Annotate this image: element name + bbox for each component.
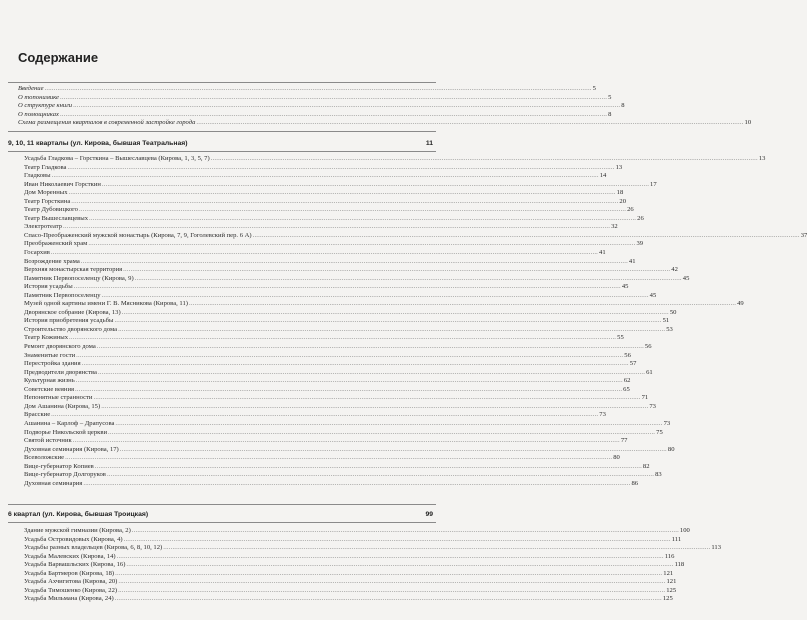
toc-entry-page: 20: [619, 197, 627, 205]
toc-entry-title: Ремонт дворянского дома: [24, 343, 96, 351]
toc-entry[interactable]: [24, 527, 690, 536]
toc-entry[interactable]: [24, 308, 677, 318]
toc-entry[interactable]: [24, 561, 685, 570]
dot-leader: [253, 232, 800, 241]
toc-entry[interactable]: [24, 334, 624, 343]
toc-entry-title: Вице-губернатор Копиев: [24, 462, 94, 470]
toc-entry-title: Театр Вышеславцевых: [24, 214, 88, 222]
toc-entry-title: Усадьба Мильмана (Кирова, 24): [24, 595, 114, 603]
toc-entry[interactable]: [24, 317, 670, 326]
toc-entry-page: 50: [669, 308, 677, 316]
toc-entry-page: 26: [637, 214, 644, 222]
toc-entry-title: О структуре книги: [18, 102, 73, 110]
dot-leader: [122, 309, 669, 318]
toc-entry[interactable]: [18, 102, 625, 111]
toc-entry-page: 82: [642, 462, 650, 470]
toc-entry-page: 61: [646, 368, 653, 376]
toc-entry-page: 53: [666, 325, 673, 333]
dot-leader: [98, 369, 645, 378]
toc-entry[interactable]: [24, 569, 674, 579]
section-page: 11: [425, 140, 433, 147]
toc-entry[interactable]: [24, 445, 675, 455]
dot-leader: [93, 394, 640, 403]
dot-leader: [69, 334, 616, 343]
toc-entry-page: 121: [663, 569, 674, 577]
toc-entry-title: Электротеатр: [24, 223, 62, 231]
intro-list: [18, 85, 752, 128]
toc-entry-title: Советские веяния: [24, 385, 75, 393]
dot-leader: [89, 215, 636, 224]
dot-leader: [115, 570, 662, 579]
toc-entry[interactable]: [24, 325, 673, 335]
toc-entry-title: Театр Кожиных: [24, 334, 68, 342]
dot-leader: [60, 111, 607, 120]
dot-leader: [102, 181, 649, 190]
toc-entry-title: Верхняя монастырская территория: [24, 266, 123, 274]
dot-leader: [79, 206, 626, 215]
toc-entry[interactable]: [24, 419, 671, 429]
toc-entry-page: 41: [628, 257, 636, 265]
toc-entry[interactable]: [18, 85, 596, 94]
toc-entry[interactable]: [24, 197, 627, 207]
dot-leader: [101, 403, 648, 412]
dot-leader: [69, 189, 616, 198]
dot-leader: [189, 300, 736, 309]
toc-entry[interactable]: [24, 595, 673, 604]
toc-entry[interactable]: [24, 300, 744, 309]
toc-entry-title: Гладковы: [24, 172, 51, 180]
toc-entry-title: Знаменитые гости: [24, 351, 76, 359]
toc-entry-page: 73: [663, 419, 671, 427]
dot-leader: [81, 258, 628, 267]
toc-entry[interactable]: [24, 471, 662, 480]
toc-entry-title: Усадьба Варвашльских (Кирова, 16): [24, 561, 126, 569]
toc-entry[interactable]: [24, 360, 637, 369]
dot-leader: [65, 454, 612, 463]
toc-entry[interactable]: [24, 180, 657, 190]
toc-entry[interactable]: [24, 479, 639, 489]
toc-entry-title: Перестройка здания: [24, 360, 81, 368]
toc-entry-page: 51: [662, 317, 670, 325]
toc-entry-page: 111: [671, 535, 682, 543]
toc-entry-title: Духовная семинария (Кирова, 17): [24, 445, 119, 453]
dot-leader: [107, 471, 654, 480]
toc-entry-title: Преображенский храм: [24, 240, 88, 248]
toc-entry-title: Иван Николаевич Горсткин: [24, 180, 101, 188]
toc-entry-page: 118: [674, 561, 685, 569]
section-page: 99: [425, 511, 433, 518]
toc-entry[interactable]: [24, 163, 623, 173]
dot-leader: [45, 85, 592, 94]
dot-leader: [88, 240, 635, 249]
toc-entry-page: 71: [641, 394, 649, 402]
section-heading-1[interactable]: [8, 140, 433, 147]
section-title: 6 квартал (ул. Кирова, бывшая Троицкая): [8, 511, 149, 518]
dot-leader: [95, 463, 642, 472]
toc-entry[interactable]: [24, 291, 657, 301]
toc-entry[interactable]: [24, 283, 629, 292]
toc-entry[interactable]: [24, 437, 628, 446]
toc-entry-page: 42: [671, 266, 678, 274]
dot-leader: [108, 429, 655, 438]
dot-leader: [76, 352, 623, 361]
toc-entry-page: 17: [650, 180, 657, 188]
toc-entry-page: 49: [737, 300, 744, 308]
dot-leader: [63, 223, 610, 232]
toc-entry-title: Строительство дворянского дома: [24, 325, 118, 333]
toc-entry-page: 13: [758, 155, 766, 162]
dot-leader: [115, 420, 662, 429]
toc-entry-page: 39: [636, 240, 644, 248]
toc-entry-title: Усадьба Тимошенко (Кирова, 22): [24, 586, 118, 594]
dot-leader: [75, 386, 622, 395]
toc-entry-title: История усадьбы: [24, 283, 73, 291]
page-title: Содержание: [18, 50, 99, 65]
dot-leader: [118, 578, 665, 587]
toc-entry-page: 77: [620, 437, 628, 445]
toc-entry-title: Усадьба Островидовых (Кирова, 4): [24, 535, 123, 543]
section-heading-2[interactable]: [8, 511, 433, 518]
toc-entry-page: 113: [711, 544, 722, 552]
toc-entry[interactable]: [24, 223, 618, 232]
divider: [8, 504, 436, 505]
section-title: 9, 10, 11 кварталы (ул. Кирова, бывшая Театральная): [8, 140, 188, 147]
toc-entry-page: 125: [666, 586, 677, 594]
toc-entry-page: 65: [623, 385, 630, 393]
toc-entry-title: Духовная семинария: [24, 479, 83, 487]
toc-entry-title: Госархив: [24, 249, 50, 257]
toc-entry[interactable]: [24, 155, 766, 164]
toc-entry[interactable]: [24, 377, 631, 386]
toc-entry-title: Вице-губернатор Долгоруков: [24, 471, 106, 479]
toc-entry-page: 57: [629, 360, 637, 368]
toc-entry[interactable]: [24, 411, 606, 420]
toc-entry-title: Введение: [18, 85, 44, 92]
dot-leader: [83, 480, 630, 489]
dot-leader: [114, 317, 661, 326]
toc-entry[interactable]: [24, 552, 675, 562]
toc-entry[interactable]: [24, 206, 634, 215]
toc-entry-page: 8: [621, 102, 625, 110]
toc-entry[interactable]: [24, 462, 650, 472]
toc-entry-title: Театр Дубовицкого: [24, 206, 78, 214]
toc-entry-title: О топонимике: [18, 93, 59, 101]
toc-entry-page: 5: [608, 93, 612, 101]
dot-leader: [67, 164, 614, 173]
dot-leader: [120, 446, 667, 455]
toc-entry-title: Усадьба Бартмеров (Кирова, 18): [24, 569, 115, 577]
toc-entry-title: О помощниках: [18, 110, 59, 118]
toc-entry[interactable]: [24, 240, 644, 249]
toc-entry-page: 56: [644, 343, 652, 351]
toc-entry[interactable]: [24, 266, 678, 275]
dot-leader: [97, 343, 644, 352]
toc-entry-title: Усадьба Ахчигитова (Кирова, 20): [24, 578, 118, 586]
toc-entry-title: Подворье Никольской церкви: [24, 428, 108, 436]
dot-leader: [132, 527, 679, 536]
dot-leader: [52, 172, 599, 181]
toc-entry[interactable]: [24, 257, 636, 267]
toc-entry-page: 80: [667, 445, 675, 453]
dot-leader: [118, 326, 665, 335]
dot-leader: [115, 595, 662, 604]
toc-entry[interactable]: [24, 402, 656, 412]
toc-entry-page: 100: [679, 527, 690, 534]
toc-entry[interactable]: [24, 428, 663, 438]
dot-leader: [102, 292, 649, 301]
toc-entry-page: 18: [616, 189, 624, 197]
toc-entry-page: 86: [631, 479, 639, 487]
toc-entry-title: Здание мужской гимназии (Кирова, 2): [24, 527, 131, 534]
dot-leader: [163, 544, 710, 553]
divider: [8, 82, 436, 83]
toc-entry[interactable]: [24, 249, 606, 258]
toc-entry[interactable]: [24, 189, 624, 198]
dot-leader: [82, 360, 629, 369]
toc-entry-title: Усадьба Малевских (Кирова, 14): [24, 552, 116, 560]
dot-leader: [124, 536, 671, 545]
toc-entry-title: Всеволожские: [24, 454, 65, 462]
toc-entry-page: 45: [621, 283, 629, 291]
toc-entry[interactable]: [24, 214, 644, 224]
toc-entry-page: 45: [649, 291, 657, 299]
dot-leader: [71, 198, 618, 207]
toc-entry[interactable]: [24, 394, 649, 403]
toc-entry-title: Непонятные странности: [24, 394, 93, 402]
dot-leader: [118, 587, 665, 596]
dot-leader: [76, 377, 623, 386]
dot-leader: [73, 102, 620, 111]
toc-entry-title: Предводители дворянства: [24, 368, 97, 376]
toc-entry-page: 5: [592, 85, 596, 92]
toc-entry[interactable]: [24, 351, 631, 361]
toc-entry-page: 62: [623, 377, 631, 385]
divider: [8, 151, 436, 152]
toc-entry[interactable]: [18, 93, 612, 103]
toc-entry-title: Дом Моренных: [24, 189, 68, 197]
dot-leader: [135, 275, 682, 284]
toc-entry-page: 37: [800, 231, 807, 239]
toc-entry-title: Культурная жизнь: [24, 377, 75, 385]
toc-entry-title: Театр Гладкова: [24, 163, 67, 171]
dot-leader: [117, 553, 664, 562]
toc-entry-title: Дом Ашанина (Кирова, 15): [24, 402, 101, 410]
dot-leader: [126, 561, 673, 570]
toc-entry-title: Святой источник: [24, 437, 72, 445]
dot-leader: [196, 119, 743, 128]
toc-entry[interactable]: [24, 368, 653, 378]
toc-entry-page: 10: [744, 119, 752, 127]
toc-entry-page: 13: [615, 163, 623, 171]
toc-entry[interactable]: [24, 586, 677, 596]
toc-entry[interactable]: [24, 172, 607, 181]
toc-entry-title: Дворянское собрание (Кирова, 13): [24, 308, 121, 316]
dot-leader: [74, 283, 621, 292]
toc-entry[interactable]: [24, 274, 690, 284]
toc-entry-title: Памятник Первопоселенцу (Кирова, 9): [24, 274, 134, 282]
toc-entry-title: Усадьбы разных владельцев (Кирова, 6, 8, 10, 12): [24, 544, 163, 552]
divider: [8, 522, 436, 523]
dot-leader: [51, 249, 598, 258]
dot-leader: [51, 411, 598, 420]
toc-entry-page: 56: [624, 351, 631, 359]
toc-entry-page: 32: [611, 223, 618, 231]
toc-entry-page: 75: [656, 428, 663, 436]
toc-entry[interactable]: [24, 544, 722, 553]
toc-entry-title: Ашанина – Карлоф – Драпусова: [24, 419, 115, 427]
toc-entry[interactable]: [24, 535, 682, 545]
toc-entry-page: 45: [682, 274, 690, 282]
divider: [8, 131, 436, 132]
toc-entry-title: Памятник Первопоселенцу: [24, 291, 101, 299]
toc-entry[interactable]: [24, 578, 677, 587]
toc-entry-title: Спасо-Преображенский мужской монастырь (Кирова, 7, 9, Гоголевский пер. 6 А): [24, 231, 252, 239]
toc-entry[interactable]: [24, 385, 630, 395]
toc-entry-page: 55: [617, 334, 624, 342]
dot-leader: [60, 94, 607, 103]
toc-entry-page: 83: [655, 471, 662, 479]
toc-entry[interactable]: [24, 343, 652, 352]
toc-entry-page: 8: [608, 110, 612, 118]
toc-entry-page: 80: [613, 454, 620, 462]
toc-entry-page: 14: [599, 172, 607, 180]
toc-entry-page: 73: [599, 411, 606, 419]
toc-entry-title: Схема размещения кварталов в современной застройке города: [18, 119, 196, 127]
toc-entry[interactable]: [24, 454, 620, 463]
section-2-list: [24, 527, 722, 604]
toc-entry-title: Усадьба Гладкова – Горсткина – Вышеславцева (Кирова, 1, 3, 5, 7): [24, 155, 210, 162]
toc-entry-page: 73: [649, 402, 656, 410]
toc-entry-page: 125: [662, 595, 673, 603]
toc-entry[interactable]: [18, 110, 612, 120]
section-1-list: [24, 155, 807, 488]
toc-entry-title: Музей одной картины имени Г. В. Мясникова (Кирова, 11): [24, 300, 188, 308]
toc-entry-page: 41: [599, 249, 606, 257]
toc-entry-title: Театр Горсткина: [24, 197, 71, 205]
toc-entry-title: История приобретения усадьбы: [24, 317, 114, 325]
toc-entry-page: 26: [627, 206, 634, 214]
toc-entry-page: 116: [664, 552, 675, 560]
dot-leader: [123, 266, 670, 275]
toc-entry-title: Возрождение храма: [24, 257, 80, 265]
toc-entry-title: Врасские: [24, 411, 51, 419]
toc-entry-page: 121: [666, 578, 677, 586]
toc-entry[interactable]: [18, 119, 752, 128]
toc-entry[interactable]: [24, 231, 807, 241]
dot-leader: [211, 155, 758, 164]
dot-leader: [73, 437, 620, 446]
